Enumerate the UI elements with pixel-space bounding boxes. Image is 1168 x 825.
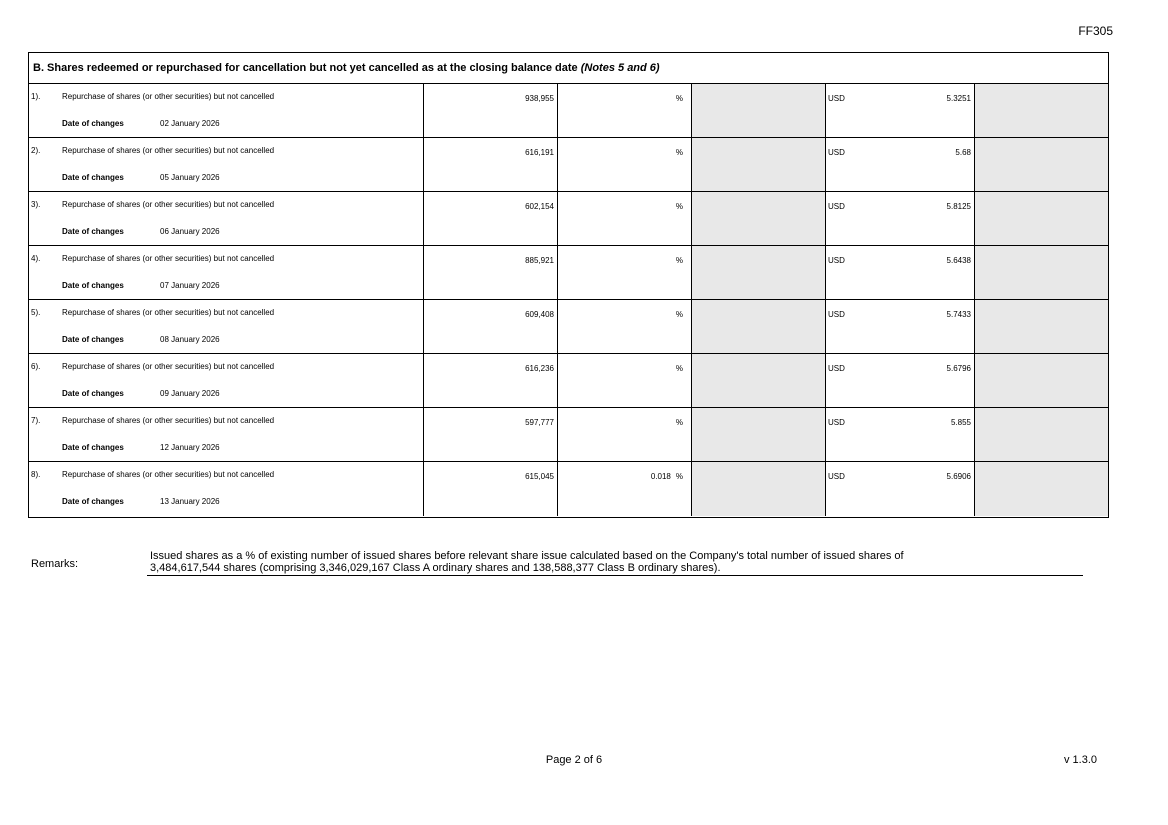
currency: USD [828, 256, 845, 265]
shaded-cell [691, 300, 825, 353]
shaded-cell [974, 138, 1108, 191]
table-row [29, 300, 1108, 354]
description-cell [29, 84, 423, 137]
shaded-cell [974, 354, 1108, 407]
price-value: 5.7433 [946, 310, 971, 319]
percent-sign: % [675, 256, 683, 265]
row-index: 6). [31, 362, 41, 371]
shaded-cell [691, 408, 825, 461]
number-of-shares-cell [423, 462, 557, 516]
percent-cell [557, 246, 691, 299]
price-value: 5.6796 [946, 364, 971, 373]
row-description: Repurchase of shares (or other securities) but not cancelled [62, 470, 275, 479]
number-of-shares-cell [423, 192, 557, 245]
description-cell [29, 138, 423, 191]
date-of-changes-label: Date of changes [62, 497, 124, 506]
number-of-shares: 597,777 [525, 418, 554, 427]
remarks-line-1: Issued shares as a % of existing number of issued shares before relevant share issue calculated based on the Company's total number of issued shares of [150, 550, 904, 562]
table-row [29, 138, 1108, 192]
form-code: FF305 [1078, 24, 1113, 38]
date-of-changes-label: Date of changes [62, 389, 124, 398]
price-value: 5.855 [950, 418, 971, 427]
percent-cell [557, 138, 691, 191]
shaded-cell [974, 300, 1108, 353]
number-of-shares-cell [423, 408, 557, 461]
percent-cell [557, 300, 691, 353]
date-of-changes-value: 09 January 2026 [160, 389, 220, 398]
number-of-shares: 615,045 [525, 472, 554, 481]
currency: USD [828, 148, 845, 157]
date-of-changes-label: Date of changes [62, 227, 124, 236]
table-row [29, 192, 1108, 246]
shaded-cell [691, 354, 825, 407]
price-cell [825, 462, 974, 516]
percent-sign: % [675, 148, 683, 157]
number-of-shares: 616,191 [525, 148, 554, 157]
row-index: 7). [31, 416, 41, 425]
percent-value: 0.018 [650, 472, 671, 481]
percent-sign: % [675, 310, 683, 319]
number-of-shares: 609,408 [525, 310, 554, 319]
price-cell [825, 246, 974, 299]
shares-repurchased-table [28, 52, 1109, 518]
shaded-cell [691, 192, 825, 245]
row-description: Repurchase of shares (or other securities) but not cancelled [62, 254, 275, 263]
number-of-shares-cell [423, 354, 557, 407]
date-of-changes-value: 02 January 2026 [160, 119, 220, 128]
date-of-changes-value: 12 January 2026 [160, 443, 220, 452]
date-of-changes-label: Date of changes [62, 443, 124, 452]
row-description: Repurchase of shares (or other securities) but not cancelled [62, 146, 275, 155]
table-row [29, 462, 1108, 516]
section-notes: (Notes 5 and 6) [580, 62, 660, 74]
number-of-shares-cell [423, 84, 557, 137]
shaded-cell [691, 246, 825, 299]
row-index: 1). [31, 92, 41, 101]
number-of-shares-cell [423, 138, 557, 191]
description-cell [29, 354, 423, 407]
currency: USD [828, 94, 845, 103]
date-of-changes-value: 13 January 2026 [160, 497, 220, 506]
price-value: 5.8125 [946, 202, 971, 211]
date-of-changes-label: Date of changes [62, 281, 124, 290]
price-value: 5.6906 [946, 472, 971, 481]
date-of-changes-label: Date of changes [62, 335, 124, 344]
section-title: B. Shares redeemed or repurchased for cancellation but not yet cancelled as at the closing balance date [33, 62, 578, 74]
date-of-changes-value: 07 January 2026 [160, 281, 220, 290]
shaded-cell [691, 138, 825, 191]
percent-cell [557, 354, 691, 407]
row-description: Repurchase of shares (or other securities) but not cancelled [62, 362, 275, 371]
date-of-changes-value: 08 January 2026 [160, 335, 220, 344]
price-cell [825, 138, 974, 191]
description-cell [29, 462, 423, 516]
currency: USD [828, 202, 845, 211]
percent-cell [557, 192, 691, 245]
date-of-changes-value: 05 January 2026 [160, 173, 220, 182]
shaded-cell [691, 84, 825, 137]
shaded-cell [974, 246, 1108, 299]
shaded-cell [974, 408, 1108, 461]
number-of-shares: 938,955 [525, 94, 554, 103]
shaded-cell [974, 462, 1108, 516]
description-cell [29, 408, 423, 461]
description-cell [29, 300, 423, 353]
date-of-changes-label: Date of changes [62, 119, 124, 128]
percent-cell [557, 462, 691, 516]
price-cell [825, 300, 974, 353]
row-index: 2). [31, 146, 41, 155]
shaded-cell [691, 462, 825, 516]
currency: USD [828, 472, 845, 481]
row-description: Repurchase of shares (or other securities) but not cancelled [62, 200, 275, 209]
date-of-changes-label: Date of changes [62, 173, 124, 182]
percent-sign: % [675, 202, 683, 211]
price-cell [825, 84, 974, 137]
description-cell [29, 192, 423, 245]
remarks-label: Remarks: [31, 558, 79, 570]
currency: USD [828, 310, 845, 319]
percent-sign: % [675, 472, 683, 481]
version-label: v 1.3.0 [1063, 754, 1097, 766]
row-description: Repurchase of shares (or other securities) but not cancelled [62, 308, 275, 317]
currency: USD [828, 418, 845, 427]
row-index: 8). [31, 470, 41, 479]
number-of-shares-cell [423, 300, 557, 353]
section-header [29, 53, 1108, 84]
percent-sign: % [675, 94, 683, 103]
shaded-cell [974, 192, 1108, 245]
table-row [29, 84, 1108, 138]
description-cell [29, 246, 423, 299]
row-description: Repurchase of shares (or other securities) but not cancelled [62, 416, 275, 425]
row-description: Repurchase of shares (or other securities) but not cancelled [62, 92, 275, 101]
row-index: 4). [31, 254, 41, 263]
currency: USD [828, 364, 845, 373]
number-of-shares: 602,154 [525, 202, 554, 211]
row-index: 3). [31, 200, 41, 209]
price-value: 5.3251 [946, 94, 971, 103]
row-index: 5). [31, 308, 41, 317]
date-of-changes-value: 06 January 2026 [160, 227, 220, 236]
price-cell [825, 192, 974, 245]
table-row [29, 246, 1108, 300]
price-value: 5.68 [955, 148, 971, 157]
percent-cell [557, 408, 691, 461]
number-of-shares: 616,236 [525, 364, 554, 373]
number-of-shares: 885,921 [525, 256, 554, 265]
number-of-shares-cell [423, 246, 557, 299]
table-row [29, 354, 1108, 408]
shaded-cell [974, 84, 1108, 137]
percent-sign: % [675, 418, 683, 427]
percent-sign: % [675, 364, 683, 373]
remarks-text [147, 550, 1083, 576]
percent-cell [557, 84, 691, 137]
page-number: Page 2 of 6 [545, 754, 603, 766]
price-cell [825, 408, 974, 461]
price-cell [825, 354, 974, 407]
remarks-line-2: 3,484,617,544 shares (comprising 3,346,029,167 Class A ordinary shares and 138,588,377 Class B ordinary shares). [150, 562, 721, 574]
table-row [29, 408, 1108, 462]
price-value: 5.6438 [946, 256, 971, 265]
